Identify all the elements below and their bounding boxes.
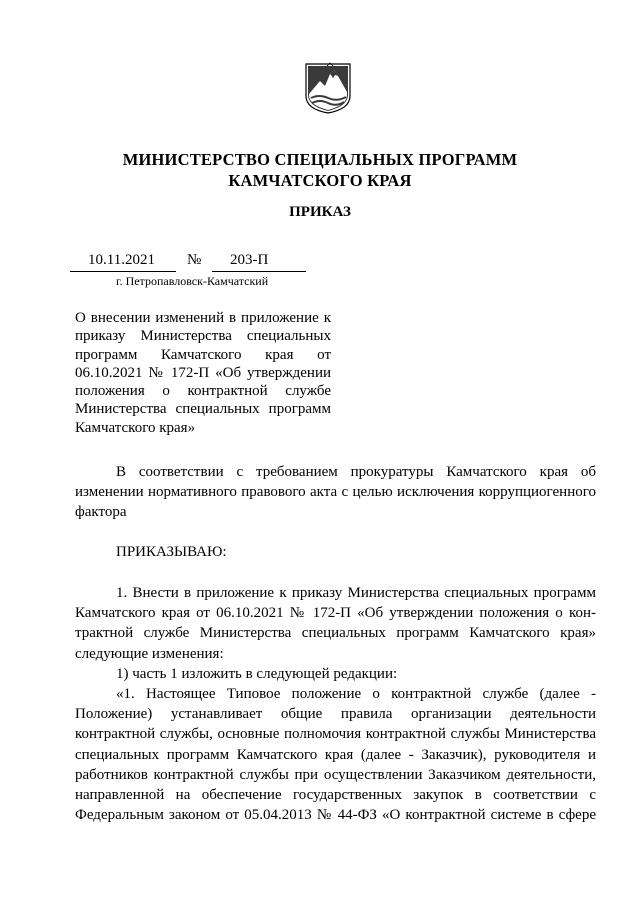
- document-type-title: ПРИКАЗ: [289, 204, 351, 220]
- quote-line: работников контрактной службы при осуществлении Заказчиком деятельности,: [75, 766, 596, 783]
- subclause-paragraph: [75, 664, 596, 684]
- order-word: ПРИКАЗЫВАЮ:: [116, 544, 227, 560]
- clause-1-paragraph: [75, 583, 596, 664]
- ministry-name-line2: КАМЧАТСКОГО КРАЯ: [228, 171, 412, 190]
- subject-line: О внесении изменений в приложение к: [75, 310, 331, 326]
- quote-line: контрактной службы, основные полномочия контрактной службы Министерства: [75, 726, 596, 743]
- subject-line: 06.10.2021 № 172-П «Об утверждении: [75, 364, 331, 381]
- ministry-name-line1: МИНИСТЕРСТВО СПЕЦИАЛЬНЫХ ПРОГРАММ: [122, 150, 518, 169]
- subject-line: положения о контрактной службе: [75, 383, 331, 400]
- quote-line: «1. Настоящее Типовое положение о контрактной службе (далее -: [116, 686, 596, 702]
- subject-block: [75, 309, 331, 437]
- subclause-line: 1) часть 1 изложить в следующей редакции:: [116, 666, 398, 682]
- order-date: 10.11.2021: [88, 252, 155, 268]
- quote-line: специальных программ Камчатского края (далее - Заказчик), руководителя и: [75, 746, 596, 763]
- subject-line: Министерства специальных программ: [75, 401, 331, 418]
- clause-line: трактной службе Министерства специальных программ Камчатского края»: [75, 625, 596, 642]
- quote-line: направленной на обеспечение государственных закупок в соответствии с: [75, 787, 596, 804]
- order-word-paragraph: [75, 542, 596, 562]
- coat-of-arms-emblem: [303, 62, 353, 114]
- preamble-line: изменении нормативного правового акта с целью исключения коррупциогенного: [75, 484, 596, 501]
- preamble-line: В соответствии с требованием прокуратуры Камчатского края об: [116, 464, 596, 480]
- quote-line: Положение) устанавливает общие правила организации деятельности: [75, 706, 596, 723]
- clause-line: Камчатского края от 06.10.2021 № 172-П «Об утверждении положения о кон-: [75, 605, 596, 622]
- clause-line: 1. Внести в приложение к приказу Министерства специальных программ: [116, 585, 596, 601]
- date-underline: [70, 271, 176, 272]
- quote-paragraph: [75, 684, 596, 825]
- subject-line: Камчатского края»: [75, 419, 196, 436]
- number-sign: №: [187, 252, 202, 268]
- preamble-paragraph: [75, 462, 596, 523]
- number-underline: [212, 271, 306, 272]
- issue-city: г. Петропавловск-Камчатский: [116, 274, 269, 288]
- subject-line: приказу Министерства специальных: [75, 328, 331, 345]
- preamble-line: фактора: [75, 504, 127, 521]
- order-number: 203-П: [230, 252, 269, 268]
- subject-line: программ Камчатского края от: [75, 346, 331, 363]
- clause-line: следующие изменения:: [75, 645, 224, 662]
- quote-line: Федеральным законом от 05.04.2013 № 44-ФЗ «О контрактной системе в сфере: [75, 807, 596, 824]
